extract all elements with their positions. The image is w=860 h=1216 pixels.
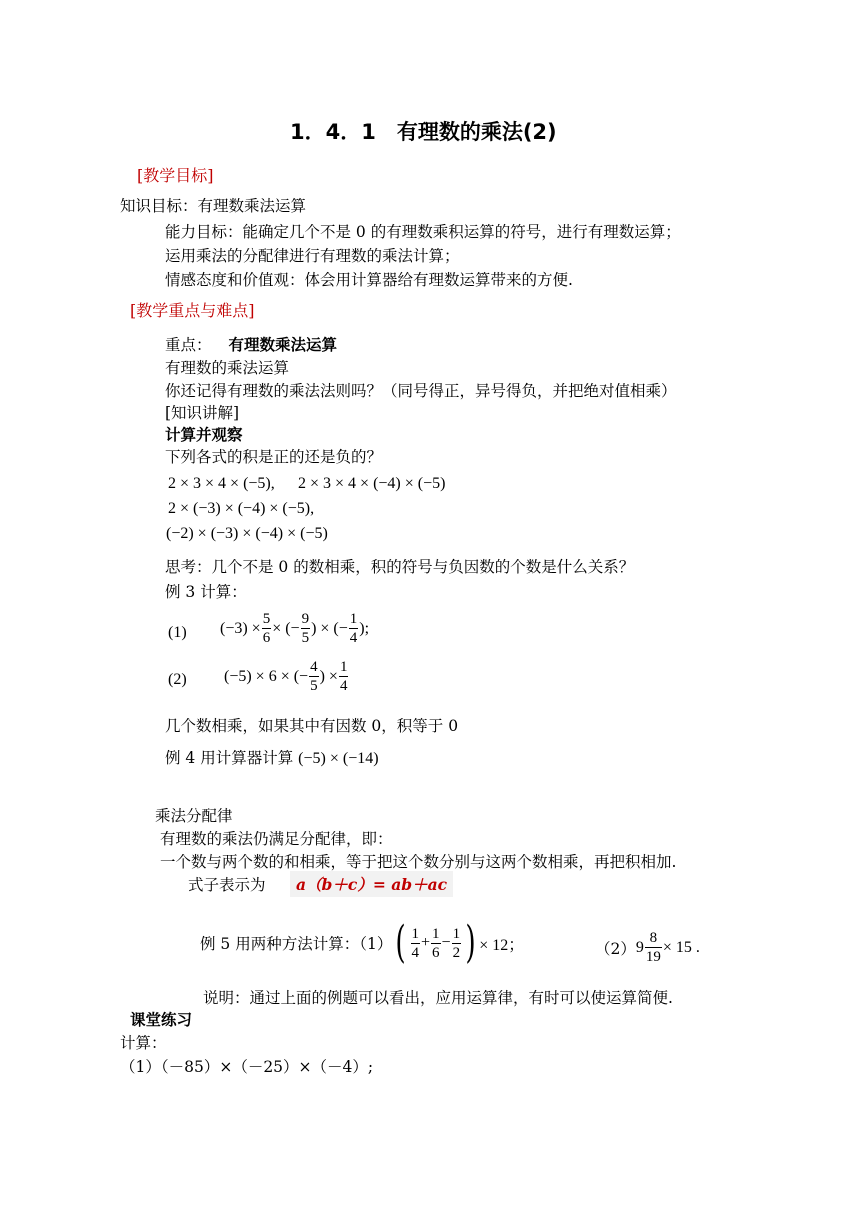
numerator: 1 <box>339 659 348 675</box>
practice-label: 计算： <box>120 1034 167 1052</box>
denominator: 2 <box>452 944 461 961</box>
numerator: 1 <box>452 925 461 942</box>
denominator: 5 <box>301 630 310 646</box>
denominator: 4 <box>411 944 419 961</box>
multiplication-line: 有理数的乘法运算 <box>165 359 290 377</box>
sign-question: 下列各式的积是正的还是负的？ <box>165 448 383 466</box>
example-5 <box>200 917 525 968</box>
practice-item-1: （1）（－85）×（－25）×（－4）; <box>120 1058 374 1076</box>
example-3-1-number: (1) <box>168 624 187 641</box>
numerator: 5 <box>262 611 271 627</box>
example-4-label: 例 4 用计算器计算 <box>165 749 294 767</box>
objectives-heading: [教学目标] <box>137 166 214 185</box>
knowledge-heading: [知识讲解] <box>165 404 240 422</box>
mixed-whole: 9 <box>635 938 644 956</box>
distributive-formula: a（b＋c）= ab＋ac <box>290 871 453 897</box>
ex3-1-fraction-1 <box>262 610 272 647</box>
practice-heading: 课堂练习 <box>130 1010 193 1029</box>
distributive-line-1: 有理数的乘法仍满足分配律，即： <box>160 830 393 848</box>
example-3-1-expression <box>220 610 369 647</box>
ex3-1-fraction-2 <box>301 610 311 647</box>
denominator: 6 <box>262 630 271 646</box>
knowledge-objective: 知识目标：有理数乘法运算 <box>120 197 307 215</box>
ex3-2-start: (−5) × 6 × (− <box>224 667 309 685</box>
right-paren: ) <box>465 917 476 968</box>
ex5-2-tail: × 15 . <box>662 938 700 956</box>
ex5-fraction-2 <box>431 925 441 962</box>
keypoints-heading: [教学重点与难点] <box>130 301 255 320</box>
example-5-2-label: （2） <box>595 939 636 958</box>
numerator: 9 <box>301 611 310 627</box>
expression-3: (−2) × (−3) × (−4) × (−5) <box>166 525 328 542</box>
ex3-2-fraction-1 <box>309 658 319 695</box>
focus-line <box>165 333 337 355</box>
left-paren: ( <box>395 917 407 968</box>
observe-heading: 计算并观察 <box>165 425 243 444</box>
denominator: 6 <box>432 944 440 961</box>
example-3-label: 例 3 计算： <box>165 583 247 601</box>
expression-1a: 2 × 3 × 4 × (−5), <box>168 475 275 492</box>
denominator: 4 <box>339 678 348 694</box>
plus-sign: + <box>421 934 431 951</box>
minus-sign: − <box>441 934 451 951</box>
example-3-2-expression <box>224 658 349 695</box>
numerator: 1 <box>432 925 440 942</box>
ex3-2-mid: ) × <box>319 667 338 685</box>
denominator: 4 <box>349 630 358 646</box>
ex3-2-fraction-2 <box>339 658 349 695</box>
ex3-1-fraction-3 <box>349 610 359 647</box>
ex3-1-end: ); <box>359 619 370 637</box>
zero-rule: 几个数相乘，如果其中有因数 0，积等于 0 <box>165 717 459 735</box>
ex5-fraction-3 <box>452 925 462 962</box>
denominator: 19 <box>645 949 661 965</box>
distributive-line-2: 一个数与两个数的和相乘，等于把这个数分别与这两个数相乘，再把积相加. <box>160 853 677 871</box>
example-3-2-number: (2) <box>168 671 187 688</box>
mixed-fraction <box>645 929 662 966</box>
numerator: 8 <box>649 930 658 946</box>
ability-objective-2: 运用乘法的分配律进行有理数的乘法计算； <box>165 247 460 265</box>
denominator: 5 <box>310 678 318 694</box>
emotion-objective: 情感态度和价值观：体会用计算器给有理数运算带来的方便. <box>165 271 573 289</box>
ex5-fraction-1 <box>411 925 421 962</box>
ex5-tail: × 12； <box>479 936 525 954</box>
example-5-label: 例 5 用两种方法计算：（1） <box>200 935 393 953</box>
numerator: 1 <box>349 611 358 627</box>
distributive-heading: 乘法分配律 <box>155 807 233 825</box>
rule-recall-line: 你还记得有理数的乘法法则吗？（同号得正，异号得负，并把绝对值相乘） <box>165 382 677 400</box>
ex3-1-mid2: ) × (− <box>311 619 348 637</box>
example-4 <box>165 746 379 768</box>
formula-label: 式子表示为 <box>188 876 266 894</box>
note: 说明：通过上面的例题可以看出，应用运算律，有时可以使运算简便. <box>203 989 673 1007</box>
example-5-1-expression <box>410 925 463 962</box>
think-question: 思考：几个不是 0 的数相乘，积的符号与负因数的个数是什么关系？ <box>165 558 635 576</box>
example-5-2 <box>595 929 700 966</box>
numerator: 1 <box>411 925 419 942</box>
focus-value: 有理数乘法运算 <box>228 335 337 354</box>
ex3-1-start: (−3) × <box>220 619 261 637</box>
numerator: 4 <box>310 659 318 675</box>
expression-2: 2 × (−3) × (−4) × (−5), <box>168 500 315 517</box>
focus-label: 重点： <box>165 336 212 354</box>
page-title: 1．4．1 有理数的乘法(2) <box>290 120 557 144</box>
expression-1b: 2 × 3 × 4 × (−4) × (−5) <box>298 475 446 492</box>
ex3-1-mid: × (− <box>272 619 300 637</box>
example-4-expression: (−5) × (−14) <box>298 750 379 767</box>
ability-objective: 能力目标：能确定几个不是 0 的有理数乘积运算的符号，进行有理数运算； <box>165 223 681 241</box>
